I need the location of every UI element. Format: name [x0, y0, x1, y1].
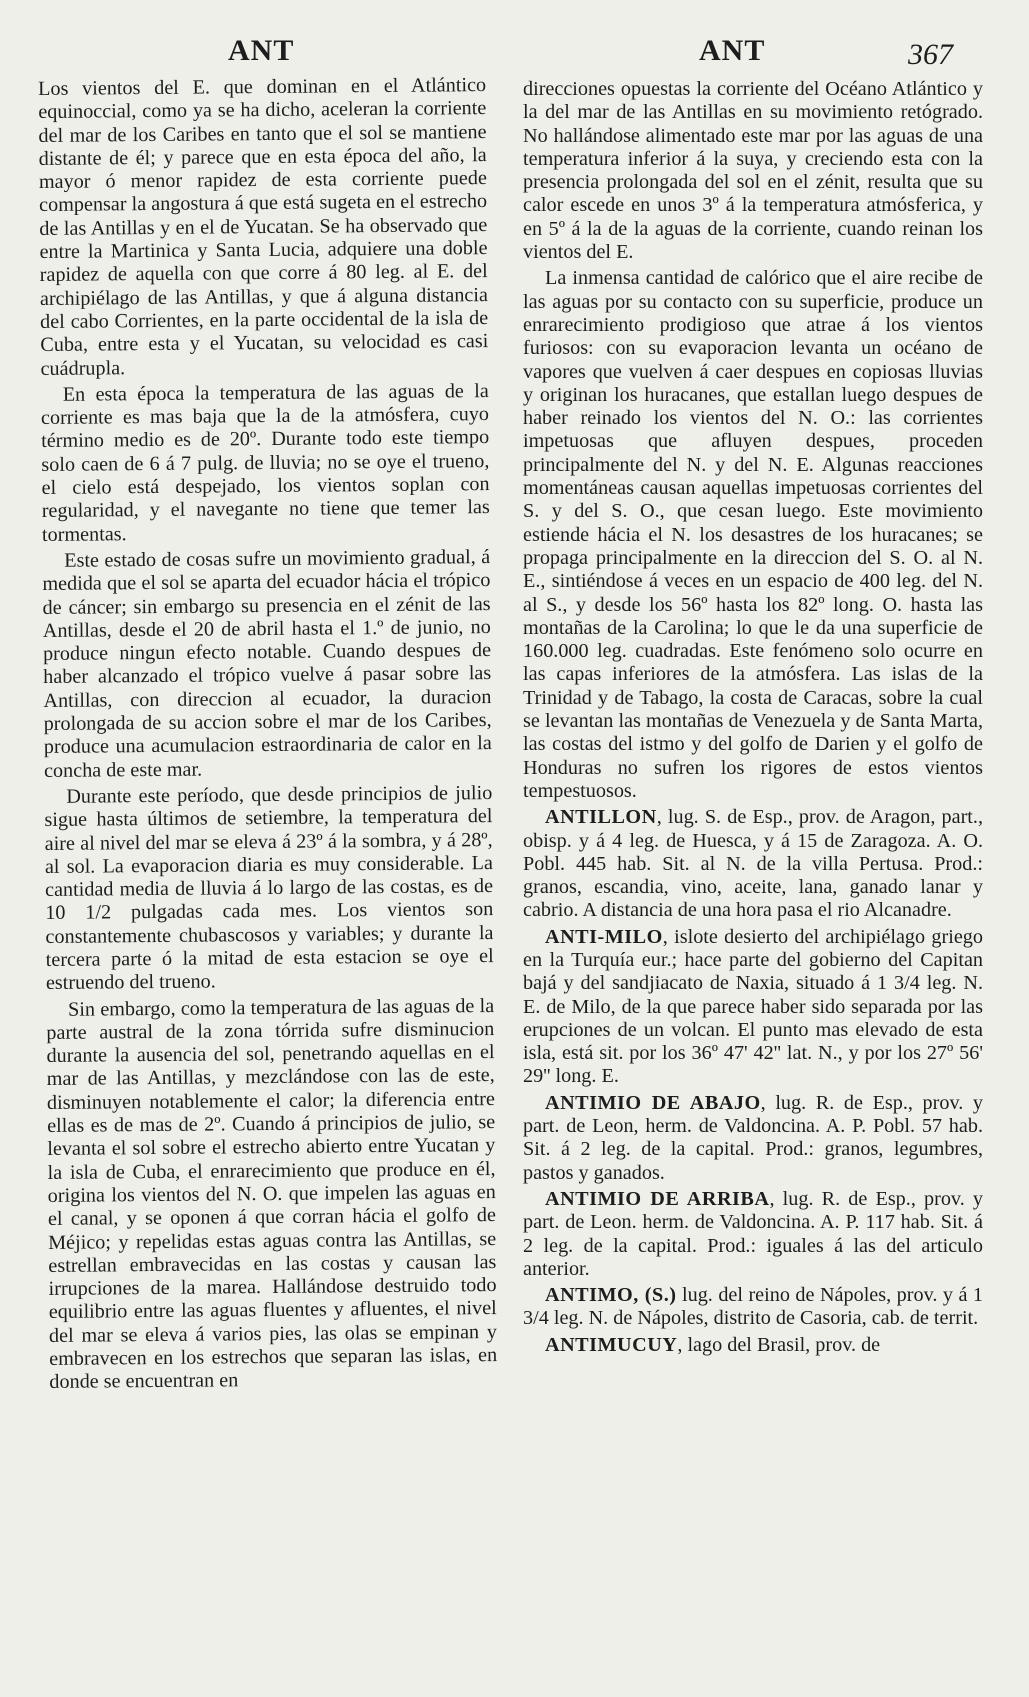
paragraph: La inmensa cantidad de calórico que el aire recibe de las aguas por su contacto con su superficie, produce un enrarecimiento prodigioso que atrae á los vientos furiosos: con su evaporacion levanta un océano de vapores que vuelven á caer despues en copiosas lluvias y originan los huracanes, que estallan luego despues de haber reinado los vientos del N. O.: las corrientes impetuosas que afluyen despues, proceden principalmente del N. y del N. E. Algunas reacciones momentáneas causan aquellas impetuosas corrientes del S. y del S. O., que cesan luego. Este movimiento estiende hácia el N. los desastres de los huracanes; se propaga principalmente en la direccion del S. O. al N. E., sintiéndose á veces en un espacio de 400 leg. del N. al S., y desde los 56º hasta los 82º long. O. hasta las montañas de la Carolina; lo que le da una superficie de 160.000 leg. cuadradas. Este fenómeno solo ocurre en las capas inferiores de la atmósfera. Las islas de la Trinidad y de Tabago, la costa de Caracas, sobre la cual se levantan las montañas de Venezuela y de Santa Marta, las costas del istmo y del golfo de Darien y el golfo de Honduras no sufren los rigores de estos vientos tempestuosos.	[523, 267, 983, 802]
entry-body: , islote desierto del archipiélago griego en la Turquía eur.; hace parte del gobierno del Capitan bajá y del sandjiacato de Naxia, situado á 1 3/4 leg. N. E. de Milo, de la que parece haber sido separada por las erupciones de un volcan. El punto mas elevado de esta isla, está sit. por los 36º 47' 42'' lat. N., y por los 27º 56' 29'' long. E.	[523, 925, 983, 1088]
entry-headword: ANTIMUCUY	[545, 1333, 678, 1356]
right-running-head: ANT	[699, 34, 766, 67]
entry-headword: ANTI-MILO	[545, 925, 663, 948]
paragraph: Sin embargo, como la temperatura de las aguas de la parte austral de la zona tórrida sufre disminucion durante la ausencia del sol, penetrando aquellas en el mar de las Antillas, y mezclándose con las de este, disminuyen notablemente el calor; la diferencia entre ellas es de mas de 2º. Cuando á principios de julio, se levanta el sol sobre el estrecho abierto entre Yucatan y la isla de Cuba, el enrarecimiento que produce en él, origina los vientos del N. O. que impelen las aguas en el canal, y se oponen á que corran hácia el golfo de Méjico; y repelidas estas aguas contra las Antillas, se estrellan embravecidas en las costas y causan las irrupciones de la marea. Hallándose destruido todo equilibrio entre las aguas fluentes y afluentes, el nivel del mar se eleva á varios pies, las olas se empinan y embravecen en los estrechos que separan las islas, en donde se encuentran en	[46, 994, 498, 1394]
entry-body: lug. del reino de Nápoles, prov. y á 1 3/4 leg. N. de Nápoles, distrito de Casoria, cab. de territ.	[523, 1284, 983, 1330]
entry	[523, 1334, 983, 1357]
entry-headword: ANTIMIO DE ARRIBA	[545, 1187, 770, 1210]
continuation-paragraph: direcciones opuestas la corriente del Océano Atlántico y la del mar de las Antillas en su movimiento retógrado. No hallándose alimentado este mar por las aguas de una temperatura inferior á la suya, y creciendo esta con la presencia prolongada del sol en el zénit, resulta que su calor escede en unos 3º á la temperatura atmósferica, y en 5º á la de la aguas de la corriente, cuando reinan los vientos del E.	[523, 78, 983, 264]
paragraph: Los vientos del E. que dominan en el Atlántico equinoccial, como ya se ha dicho, aceleran la corriente del mar de los Caribes en tanto que el sol se mantiene distante de él; y parece que en esta época del año, la mayor ó menor rapidez de esta corriente puede compensar la angostura á que está sugeta en el estrecho de las Antillas y en el de Yucatan. Se ha observado que entre la Martinica y Santa Lucia, adquiere una doble rapidez de aquella con que corre á 80 leg. al E. del archipiélago de las Antillas, y que á alguna distancia del cabo Corrientes, en la parte occidental de la isla de Cuba, entre esta y el Yucatan, su velocidad es casi cuádrupla.	[38, 74, 489, 380]
entry	[523, 1188, 983, 1281]
right-column	[523, 78, 983, 1360]
page-number: 367	[908, 38, 953, 71]
entry-headword: ANTIMO, (S.)	[545, 1284, 677, 1307]
entry-body: , lago del Brasil, prov. de	[677, 1333, 881, 1356]
entry	[523, 806, 983, 922]
left-column	[38, 74, 497, 1397]
entry-body: , lug. S. de Esp., prov. de Aragon, part., obisp. y á 4 leg. de Huesca, y á 15 de Zaragoza. A. O. Pobl. 445 hab. Sit. al N. de la villa Pertusa. Prod.: granos, escandia, vino, aceite, lana, ganado lanar y cabrio. A distancia de una hora pasa el rio Alcanadre.	[523, 806, 983, 922]
entry	[523, 1284, 983, 1331]
entry-headword: ANTILLON	[545, 806, 657, 829]
paragraph: En esta época la temperatura de las aguas de la corriente es mas baja que la de la atmósfera, cuyo término medio es de 20º. Durante todo este tiempo solo caen de 6 á 7 pulg. de lluvia; no se oye el trueno, el cielo está despejado, los vientos soplan con regularidad, y el navegante no tiene que temer las tormentas.	[40, 379, 490, 546]
entry	[523, 1092, 983, 1185]
entry-body: , lug. R. de Esp., prov. y part. de Leon, herm. de Valdoncina. A. P. Pobl. 57 hab. Sit. á 2 leg. de la capital. Prod.: granos, legumbres, pastos y ganados.	[523, 1091, 983, 1184]
paragraph: Durante este período, que desde principios de julio sigue hasta últimos de setiembre, la temperatura del aire al nivel del mar se eleva á 23º á la sombra, y á 28º, al sol. La evaporacion diaria es muy considerable. La cantidad media de lluvia á lo largo de las costas, es de 10 1/2 pulgadas cada mes. Los vientos son constantemente chubascosos y variables; y durante la tercera parte ó la mitad de esta estacion se oye el estruendo del trueno.	[44, 781, 494, 995]
entry-headword: ANTIMIO DE ABAJO	[545, 1091, 761, 1114]
entry	[523, 926, 983, 1089]
paragraph: Este estado de cosas sufre un movimiento gradual, á medida que el sol se aparta del ecuador hácia el trópico de cáncer; sin embargo su presencia en el zénit de las Antillas, desde el 20 de abril hasta el 1.º de junio, no produce ningun efecto notable. Cuando despues de haber alcanzado el trópico vuelve á pasar sobre las Antillas, con direccion al ecuador, la duracion prolongada de su accion sobre el mar de los Caribes, produce una acumulacion estraordinaria de calor en la concha de este mar.	[42, 546, 492, 782]
entry-body: , lug. R. de Esp., prov. y part. de Leon. herm. de Valdoncina. A. P. 117 hab. Sit. á 2 leg. de la capital. Prod.: iguales á las del articulo anterior.	[523, 1187, 983, 1280]
left-running-head: ANT	[228, 34, 295, 67]
